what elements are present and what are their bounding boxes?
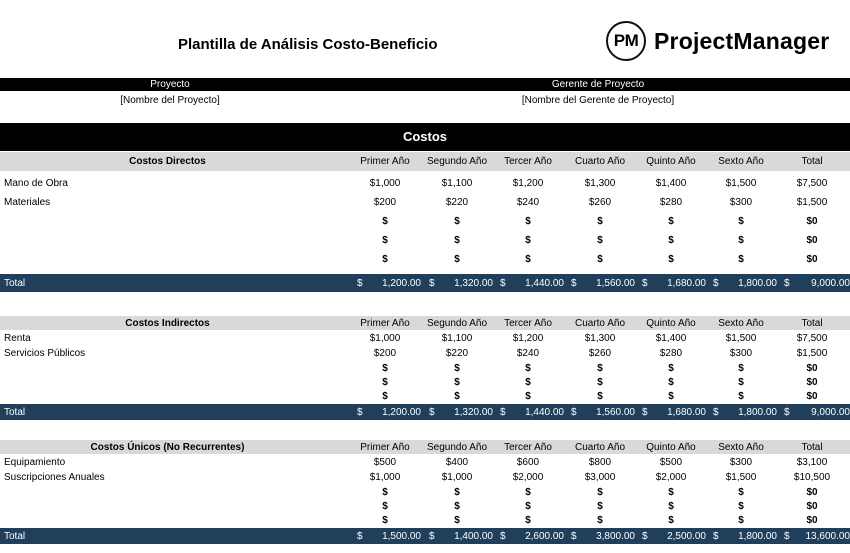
- total-value: 1,800.00: [738, 406, 777, 418]
- projectmanager-logo: [606, 21, 829, 61]
- total-cell: [713, 404, 777, 420]
- year-column-header: Segundo Año: [426, 317, 488, 329]
- cost-cell[interactable]: $400: [445, 456, 469, 468]
- cost-cell[interactable]: $: [597, 390, 603, 402]
- cost-cell[interactable]: $1,200: [512, 178, 544, 189]
- table-row: [0, 375, 850, 389]
- currency-symbol: $: [571, 277, 577, 289]
- cost-cell[interactable]: $: [668, 514, 674, 526]
- currency-symbol: $: [357, 530, 363, 542]
- total-value: 2,500.00: [667, 530, 706, 542]
- currency-symbol: $: [429, 277, 435, 289]
- total-cell: [713, 528, 777, 544]
- cost-cell[interactable]: $0: [806, 390, 818, 402]
- total-cell: [642, 274, 706, 292]
- cost-cell[interactable]: $500: [373, 456, 397, 468]
- total-cell: [500, 404, 564, 420]
- total-cell: [784, 528, 850, 544]
- table-row: [0, 193, 850, 212]
- cost-cell[interactable]: $2,000: [655, 471, 687, 483]
- cost-cell[interactable]: $0: [806, 514, 818, 526]
- year-column-header: Segundo Año: [426, 441, 488, 453]
- cost-cell[interactable]: $: [382, 514, 388, 526]
- total-row: [0, 528, 850, 544]
- currency-symbol: $: [642, 406, 648, 418]
- total-cell: [642, 528, 706, 544]
- cost-cell[interactable]: $200: [373, 347, 397, 359]
- currency-symbol: $: [500, 530, 506, 542]
- total-value: 1,320.00: [454, 406, 493, 418]
- total-value: 1,680.00: [667, 406, 706, 418]
- table-row: [0, 499, 850, 513]
- cost-cell[interactable]: $1,000: [369, 332, 401, 344]
- total-row: [0, 404, 850, 420]
- total-value: 1,440.00: [525, 277, 564, 289]
- cost-cell[interactable]: $0: [806, 235, 818, 246]
- row-label[interactable]: Servicios Públicos: [4, 347, 86, 359]
- cost-cell[interactable]: $: [597, 235, 603, 246]
- project-label: Proyecto: [150, 79, 190, 90]
- cost-cell[interactable]: $: [738, 254, 744, 265]
- cost-cell[interactable]: $0: [806, 376, 818, 388]
- cost-cell[interactable]: $: [382, 390, 388, 402]
- cost-cell[interactable]: $: [597, 362, 603, 374]
- cost-cell[interactable]: $: [738, 486, 744, 498]
- cost-cell[interactable]: $: [454, 235, 460, 246]
- cost-cell[interactable]: $: [738, 514, 744, 526]
- cost-cell[interactable]: $240: [516, 197, 540, 208]
- year-column-header: Segundo Año: [426, 156, 488, 167]
- cost-cell[interactable]: $: [525, 500, 531, 512]
- total-cell: [429, 274, 493, 292]
- table-row: [0, 485, 850, 499]
- table-row: [0, 331, 850, 345]
- table-header-row: [0, 316, 850, 330]
- cost-cell[interactable]: $: [525, 486, 531, 498]
- cost-cell[interactable]: $: [454, 514, 460, 526]
- cost-cell[interactable]: $: [382, 486, 388, 498]
- cost-cell[interactable]: $: [597, 254, 603, 265]
- total-value: 1,320.00: [454, 277, 493, 289]
- cost-cell[interactable]: $280: [659, 347, 683, 359]
- cost-cell[interactable]: $500: [659, 456, 683, 468]
- table-row: [0, 513, 850, 527]
- cost-cell[interactable]: $220: [445, 347, 469, 359]
- total-cell: [784, 404, 850, 420]
- cost-cell[interactable]: $300: [729, 456, 753, 468]
- cost-cell[interactable]: $: [525, 376, 531, 388]
- project-name-field[interactable]: [Nombre del Proyecto]: [120, 95, 220, 106]
- cost-cell[interactable]: $260: [588, 197, 612, 208]
- row-label[interactable]: Suscripciones Anuales: [4, 471, 105, 483]
- cost-cell[interactable]: $0: [806, 500, 818, 512]
- row-label[interactable]: Renta: [4, 332, 31, 344]
- currency-symbol: $: [784, 530, 790, 542]
- total-label: Total: [4, 406, 26, 418]
- currency-symbol: $: [500, 406, 506, 418]
- cost-cell[interactable]: $1,000: [369, 178, 401, 189]
- currency-symbol: $: [571, 406, 577, 418]
- cost-cell[interactable]: $: [382, 254, 388, 265]
- table-row: [0, 174, 850, 193]
- total-label: Total: [4, 530, 26, 542]
- costos-section-title: Costos: [0, 123, 850, 151]
- table-header-row: [0, 440, 850, 454]
- cost-cell[interactable]: $1,300: [584, 332, 616, 344]
- cost-cell[interactable]: $1,500: [796, 197, 828, 208]
- cost-cell[interactable]: $7,500: [796, 178, 828, 189]
- currency-symbol: $: [357, 406, 363, 418]
- total-value: 1,500.00: [382, 530, 421, 542]
- cost-cell[interactable]: $10,500: [793, 471, 831, 483]
- currency-symbol: $: [429, 406, 435, 418]
- pm-logo-icon: PM: [606, 21, 646, 61]
- cost-cell[interactable]: $7,500: [796, 332, 828, 344]
- year-column-header: Cuarto Año: [574, 156, 626, 167]
- total-value: 1,200.00: [382, 406, 421, 418]
- cost-cell[interactable]: $: [738, 376, 744, 388]
- cost-cell[interactable]: $1,400: [655, 332, 687, 344]
- cost-cell[interactable]: $: [454, 216, 460, 227]
- total-value: 9,000.00: [811, 406, 850, 418]
- project-header-bar: [0, 78, 850, 91]
- cost-cell[interactable]: $: [382, 376, 388, 388]
- cost-cell[interactable]: $: [738, 390, 744, 402]
- cost-cell[interactable]: $1,200: [512, 332, 544, 344]
- total-value: 13,600.00: [805, 530, 850, 542]
- cost-cell[interactable]: $600: [516, 456, 540, 468]
- cost-cell[interactable]: $: [454, 500, 460, 512]
- year-column-header: Cuarto Año: [574, 317, 626, 329]
- table-row: [0, 212, 850, 231]
- cost-cell[interactable]: $260: [588, 347, 612, 359]
- cost-cell[interactable]: $1,500: [725, 332, 757, 344]
- currency-symbol: $: [357, 277, 363, 289]
- table-row: [0, 455, 850, 469]
- cost-cell[interactable]: $: [738, 235, 744, 246]
- total-value: 1,560.00: [596, 277, 635, 289]
- currency-symbol: $: [642, 277, 648, 289]
- year-column-header: Total: [801, 156, 823, 167]
- cost-cell[interactable]: $: [597, 216, 603, 227]
- cost-cell[interactable]: $: [525, 235, 531, 246]
- total-cell: [642, 404, 706, 420]
- total-cell: [713, 274, 777, 292]
- total-value: 1,800.00: [738, 277, 777, 289]
- table-row: [0, 231, 850, 250]
- cost-cell[interactable]: $: [382, 500, 388, 512]
- cost-cell[interactable]: $: [668, 500, 674, 512]
- cost-cell[interactable]: $: [668, 235, 674, 246]
- total-value: 1,400.00: [454, 530, 493, 542]
- cost-cell[interactable]: $: [597, 500, 603, 512]
- table-header-row: [0, 152, 850, 171]
- cost-cell[interactable]: $1,300: [584, 178, 616, 189]
- cost-cell[interactable]: $: [668, 216, 674, 227]
- cost-cell[interactable]: $: [454, 486, 460, 498]
- currency-symbol: $: [429, 530, 435, 542]
- cost-cell[interactable]: $: [454, 390, 460, 402]
- total-cell: [784, 274, 850, 292]
- cost-cell[interactable]: $: [454, 254, 460, 265]
- section-title: Costos Indirectos: [125, 317, 210, 329]
- cost-cell[interactable]: $1,500: [725, 471, 757, 483]
- year-column-header: Quinto Año: [646, 156, 696, 167]
- cost-cell[interactable]: $: [454, 376, 460, 388]
- total-value: 1,440.00: [525, 406, 564, 418]
- currency-symbol: $: [713, 406, 719, 418]
- total-cell: [571, 274, 635, 292]
- year-column-header: Sexto Año: [718, 156, 764, 167]
- total-value: 3,800.00: [596, 530, 635, 542]
- total-value: 1,560.00: [596, 406, 635, 418]
- year-column-header: Tercer Año: [504, 441, 552, 453]
- section-title: Costos Directos: [129, 156, 206, 167]
- cost-cell[interactable]: $: [525, 362, 531, 374]
- page-title: Plantilla de Análisis Costo-Beneficio: [178, 36, 438, 53]
- table-row: [0, 346, 850, 360]
- total-label: Total: [4, 277, 26, 289]
- total-cell: [571, 404, 635, 420]
- total-row: [0, 274, 850, 292]
- cost-cell[interactable]: $1,000: [441, 471, 473, 483]
- cost-cell[interactable]: $: [597, 376, 603, 388]
- year-column-header: Cuarto Año: [574, 441, 626, 453]
- table-row: [0, 470, 850, 484]
- manager-name-field[interactable]: [Nombre del Gerente de Proyecto]: [521, 95, 675, 106]
- cost-cell[interactable]: $: [668, 390, 674, 402]
- cost-cell[interactable]: $: [738, 216, 744, 227]
- cost-cell[interactable]: $: [525, 254, 531, 265]
- section-title: Costos Únicos (No Recurrentes): [90, 441, 245, 453]
- total-value: 1,800.00: [738, 530, 777, 542]
- cost-cell[interactable]: $1,100: [441, 332, 473, 344]
- cost-cell[interactable]: $: [738, 500, 744, 512]
- total-value: 2,600.00: [525, 530, 564, 542]
- year-column-header: Quinto Año: [646, 441, 696, 453]
- table-row: [0, 361, 850, 375]
- total-cell: [357, 404, 421, 420]
- cost-cell[interactable]: $: [525, 390, 531, 402]
- cost-cell[interactable]: $800: [588, 456, 612, 468]
- total-cell: [429, 404, 493, 420]
- cost-cell[interactable]: $: [382, 216, 388, 227]
- cost-cell[interactable]: $: [525, 216, 531, 227]
- cost-cell[interactable]: $: [382, 235, 388, 246]
- cost-cell[interactable]: $: [668, 254, 674, 265]
- currency-symbol: $: [784, 277, 790, 289]
- cost-cell[interactable]: $: [668, 362, 674, 374]
- cost-cell[interactable]: $3,100: [796, 456, 828, 468]
- total-value: 1,200.00: [382, 277, 421, 289]
- currency-symbol: $: [642, 530, 648, 542]
- total-cell: [429, 528, 493, 544]
- year-column-header: Primer Año: [360, 441, 410, 453]
- logo-name: ProjectManager: [654, 27, 830, 54]
- cost-cell[interactable]: $1,500: [725, 178, 757, 189]
- currency-symbol: $: [571, 530, 577, 542]
- year-column-header: Total: [801, 317, 823, 329]
- cost-cell[interactable]: $1,400: [655, 178, 687, 189]
- cost-cell[interactable]: $0: [806, 362, 818, 374]
- cost-cell[interactable]: $2,000: [512, 471, 544, 483]
- total-value: 1,680.00: [667, 277, 706, 289]
- currency-symbol: $: [500, 277, 506, 289]
- cost-cell[interactable]: $200: [373, 197, 397, 208]
- cost-cell[interactable]: $0: [806, 254, 818, 265]
- row-label[interactable]: Equipamiento: [4, 456, 66, 468]
- cost-cell[interactable]: $0: [806, 216, 818, 227]
- cost-cell[interactable]: $: [668, 376, 674, 388]
- cost-cell[interactable]: $300: [729, 197, 753, 208]
- cost-cell[interactable]: $: [668, 486, 674, 498]
- table-row: [0, 250, 850, 269]
- manager-label: Gerente de Proyecto: [551, 79, 645, 90]
- cost-cell[interactable]: $1,100: [441, 178, 473, 189]
- cost-cell[interactable]: $: [597, 514, 603, 526]
- cost-cell[interactable]: $1,000: [369, 471, 401, 483]
- year-column-header: Tercer Año: [504, 317, 552, 329]
- cost-cell[interactable]: $: [597, 486, 603, 498]
- year-column-header: Quinto Año: [646, 317, 696, 329]
- cost-cell[interactable]: $240: [516, 347, 540, 359]
- currency-symbol: $: [784, 406, 790, 418]
- total-cell: [500, 528, 564, 544]
- cost-cell[interactable]: $0: [806, 486, 818, 498]
- cost-cell[interactable]: $1,500: [796, 347, 828, 359]
- row-label[interactable]: Mano de Obra: [4, 178, 68, 189]
- total-cell: [571, 528, 635, 544]
- cost-cell[interactable]: $: [454, 362, 460, 374]
- total-value: 9,000.00: [811, 277, 850, 289]
- total-cell: [500, 274, 564, 292]
- year-column-header: Tercer Año: [504, 156, 552, 167]
- currency-symbol: $: [713, 530, 719, 542]
- cost-cell[interactable]: $300: [729, 347, 753, 359]
- cost-cell[interactable]: $: [738, 362, 744, 374]
- year-column-header: Primer Año: [360, 156, 410, 167]
- year-column-header: Primer Año: [360, 317, 410, 329]
- cost-cell[interactable]: $: [382, 362, 388, 374]
- year-column-header: Total: [801, 441, 823, 453]
- year-column-header: Sexto Año: [718, 441, 764, 453]
- total-cell: [357, 274, 421, 292]
- row-label[interactable]: Materiales: [4, 197, 51, 208]
- cost-cell[interactable]: $: [525, 514, 531, 526]
- cost-cell[interactable]: $220: [445, 197, 469, 208]
- currency-symbol: $: [713, 277, 719, 289]
- total-cell: [357, 528, 421, 544]
- year-column-header: Sexto Año: [718, 317, 764, 329]
- cost-cell[interactable]: $280: [659, 197, 683, 208]
- table-row: [0, 389, 850, 403]
- cost-cell[interactable]: $3,000: [584, 471, 616, 483]
